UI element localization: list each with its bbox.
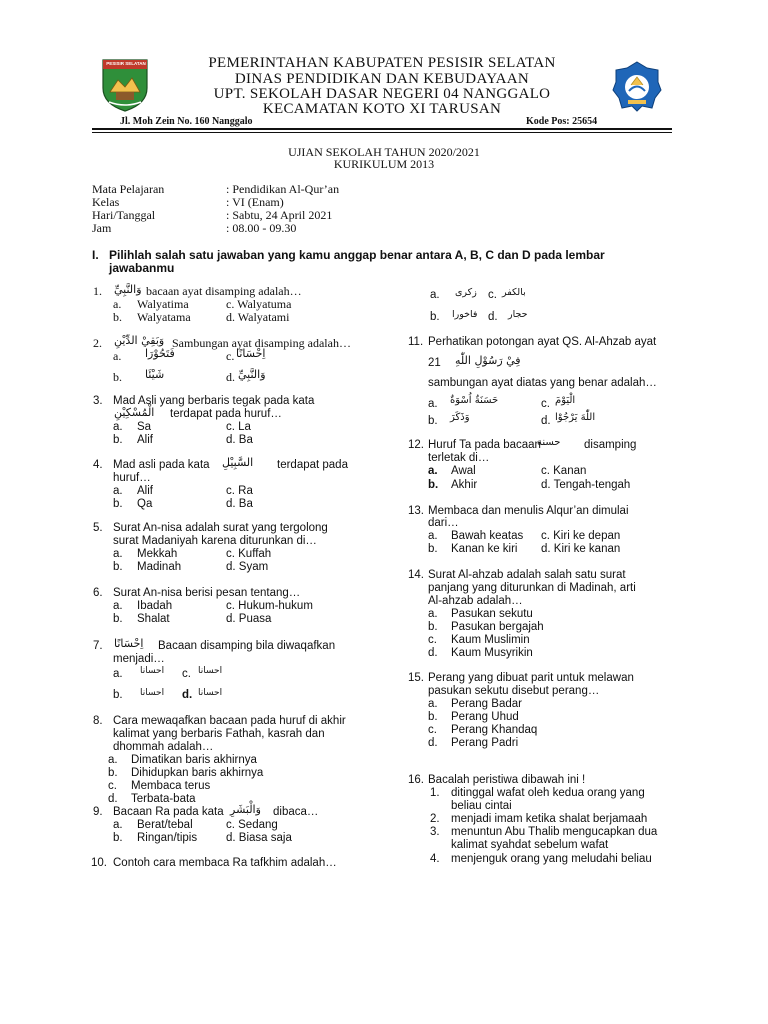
q14-text-3: Al-ahzab adalah… [428, 595, 523, 607]
q8-option-a-letter: a. [108, 754, 118, 766]
q13-text-cont: dari… [428, 517, 459, 529]
q13-option-c: c. Kiri ke depan [541, 530, 621, 542]
instruction-number: I. [92, 248, 99, 262]
q9-text-cont: dibaca… [273, 806, 319, 818]
q6-option-b-letter: b. [113, 613, 123, 625]
q7-option-c-letter: c. [182, 668, 191, 680]
q14-number: 14. [408, 569, 424, 581]
q7-option-d: احسانا [198, 688, 223, 698]
q11-number: 11. [408, 336, 424, 348]
q3-option-d: d. Ba [226, 434, 253, 446]
q3-option-b: Alif [137, 434, 153, 446]
q12-option-c: c. Kanan [541, 465, 587, 477]
q6-option-a: Ibadah [137, 600, 173, 612]
ident-label-date: Hari/Tanggal [92, 208, 156, 222]
q15-text: Perang yang dibuat parit untuk melawan [428, 672, 634, 684]
q15-option-d-letter: d. [428, 737, 438, 749]
q8-option-a: Dimatikan baris akhirnya [131, 754, 257, 766]
q5-option-c: c. Kuffah [226, 548, 272, 560]
q8-option-d-letter: d. [108, 793, 118, 805]
q7-option-a: احسانا [140, 666, 165, 676]
q11-text: Perhatikan potongan ayat QS. Al-Ahzab ayat [428, 336, 657, 348]
q8-option-b: Dihidupkan baris akhirnya [131, 767, 264, 779]
regency-crest-icon [100, 58, 150, 112]
q3-number: 3. [93, 395, 103, 407]
q10-option-c: بالكفر [502, 287, 526, 298]
q8-option-b-letter: b. [108, 767, 118, 779]
q4-option-d: d. Ba [226, 498, 253, 510]
q1-option-a: Walyatima [137, 297, 189, 311]
ident-value-time: : 08.00 - 09.30 [226, 221, 297, 235]
q14-option-c: Kaum Muslimin [451, 634, 530, 646]
q16-item-4: menjenguk orang yang meludahi beliau [451, 853, 652, 865]
exam-curriculum: KURIKULUM 2013 [333, 157, 435, 171]
q1-option-a-letter: a. [113, 297, 122, 311]
q6-option-b: Shalat [137, 613, 170, 625]
q13-text: Membaca dan menulis Alqur’an dimulai [428, 505, 629, 517]
q3-option-c: c. La [226, 421, 251, 433]
q13-number: 13. [408, 505, 424, 517]
q6-text: Surat An-nisa berisi pesan tentang… [113, 587, 301, 599]
q16-item-1: ditinggal wafat oleh kedua orang yang [451, 787, 645, 799]
q12-option-b: Akhir [451, 479, 478, 491]
q14-option-d: Kaum Musyrikin [451, 647, 533, 659]
q11-verse-number: 21 [428, 357, 441, 369]
q2-text: Sambungan ayat disamping adalah… [172, 336, 351, 350]
q1-option-c: c. Walyatuma [226, 297, 292, 311]
q9-text: Bacaan Ra pada kata [113, 806, 224, 818]
q11-option-d: اللّٰهَ يَرْجُوْا [555, 412, 596, 423]
q7-option-a-letter: a. [113, 668, 123, 680]
q5-option-a: Mekkah [137, 548, 178, 560]
q11-option-a: حَسَنَةٌ اُسْوَةٌ [450, 395, 499, 406]
q10-number: 10. [91, 857, 107, 869]
q5-text-cont: surat Madaniyah karena diturunkan di… [113, 535, 317, 547]
instruction-text-cont: jawabanmu [109, 261, 175, 275]
q6-number: 6. [93, 587, 103, 599]
q11-option-c-letter: c. [541, 398, 550, 410]
q11-option-c: الْيَوْمَ [555, 395, 576, 406]
q7-option-b: احسانا [140, 688, 165, 698]
school-address: Jl. Moh Zein No. 160 Nanggalo [120, 116, 253, 127]
q5-option-a-letter: a. [113, 548, 123, 560]
q9-option-d: d. Biasa saja [226, 832, 292, 844]
q3-option-b-letter: b. [113, 434, 123, 446]
q3-option-a: Sa [137, 421, 152, 433]
q3-text-cont: terdapat pada huruf… [170, 408, 282, 420]
ident-label-time: Jam [92, 221, 112, 235]
q11-arabic: فِيْ رَسُوْلِ اللّٰهِ [455, 354, 521, 367]
postal-code: Kode Pos: 25654 [526, 116, 598, 127]
q7-option-c: احسانا [198, 666, 223, 676]
q13-option-b: Kanan ke kiri [451, 543, 518, 555]
q14-option-a-letter: a. [428, 608, 438, 620]
q1-text: bacaan ayat disamping adalah… [146, 284, 302, 298]
q3-text: Mad Asli yang berbaris tegak pada kata [113, 395, 315, 407]
q10-option-b-letter: b. [430, 311, 440, 323]
q2-option-d: وَالنَّبِيِّ [238, 368, 266, 381]
q14-option-b: Pasukan bergajah [451, 621, 544, 633]
q7-number: 7. [93, 640, 103, 652]
q3-arabic: الْمُسْكِيْنِ [114, 406, 155, 419]
q4-option-c: c. Ra [226, 485, 253, 497]
ident-value-date: : Sabtu, 24 April 2021 [226, 208, 333, 222]
q12-option-d: d. Tengah-tengah [541, 479, 631, 491]
q12-option-a: Awal [451, 465, 476, 477]
q10-text: Contoh cara membaca Ra tafkhim adalah… [113, 857, 337, 869]
q16-item-3-number: 3. [430, 826, 440, 838]
q16-item-2-number: 2. [430, 813, 440, 825]
q13-option-b-letter: b. [428, 543, 438, 555]
q12-number: 12. [408, 439, 424, 451]
q10-option-d: حجار [508, 309, 528, 320]
q12-text-mid: disamping [584, 439, 637, 451]
q2-option-c-letter: c. [226, 349, 235, 363]
q6-option-a-letter: a. [113, 600, 123, 612]
q6-option-c: c. Hukum-hukum [226, 600, 313, 612]
tut-wuri-handayani-icon [612, 60, 662, 112]
q9-arabic: وَالْبَشَرِ [230, 803, 261, 816]
header-line-2: DINAS PENDIDIKAN DAN KEBUDAYAAN [234, 71, 530, 87]
q11-option-d-letter: d. [541, 415, 551, 427]
q10-option-a: زكرى [455, 287, 477, 298]
q4-text: Mad asli pada kata [113, 459, 210, 471]
q9-number: 9. [93, 806, 103, 818]
q9-option-c: c. Sedang [226, 819, 278, 831]
q14-text-2: panjang yang diturunkan di Madinah, arti [428, 582, 636, 594]
q1-option-b-letter: b. [113, 310, 122, 324]
q2-option-a: فَتَحُوْرَا [145, 347, 175, 360]
q1-option-b: Walyatama [137, 310, 191, 324]
q8-text: Cara mewaqafkan bacaan pada huruf di akhir [113, 715, 346, 727]
q16-item-3: menuntun Abu Thalib mengucapkan dua [451, 826, 658, 838]
q11-option-b-letter: b. [428, 415, 438, 427]
ident-label-subject: Mata Pelajaran [92, 182, 165, 196]
q14-option-d-letter: d. [428, 647, 438, 659]
q12-arabic: حسنة [537, 437, 561, 448]
q9-option-a: Berat/tebal [137, 819, 193, 831]
q4-option-a-letter: a. [113, 485, 123, 497]
q16-text: Bacalah peristiwa dibawah ini ! [428, 774, 586, 786]
q9-option-b: Ringan/tipis [137, 832, 198, 844]
q7-text: Bacaan disamping bila diwaqafkan [158, 640, 336, 652]
q4-text-mid: terdapat pada [277, 459, 348, 471]
q13-option-d: d. Kiri ke kanan [541, 543, 621, 555]
ident-label-class: Kelas [92, 195, 120, 209]
q2-option-b-letter: b. [113, 370, 122, 384]
q15-option-b-letter: b. [428, 711, 438, 723]
q12-text: Huruf Ta pada bacaan [428, 439, 541, 451]
q14-option-b-letter: b. [428, 621, 438, 633]
q16-item-3-cont: kalimat syahdat sebelum wafat [451, 839, 609, 851]
q3-option-a-letter: a. [113, 421, 123, 433]
q14-option-a: Pasukan sekutu [451, 608, 533, 620]
header-line-3: UPT. SEKOLAH DASAR NEGERI 04 NANGGALO [213, 86, 551, 102]
q16-item-4-number: 4. [430, 853, 440, 865]
q4-text-cont: huruf… [113, 472, 151, 484]
q8-option-c-letter: c. [108, 780, 117, 792]
left-logo [100, 58, 150, 112]
q16-item-1-number: 1. [430, 787, 440, 799]
q16-number: 16. [408, 774, 424, 786]
q9-option-b-letter: b. [113, 832, 123, 844]
q2-option-b: شَيْئَا [145, 368, 165, 381]
q1-number: 1. [93, 284, 102, 298]
ident-value-class: : VI (Enam) [226, 195, 284, 209]
q15-option-a-letter: a. [428, 698, 438, 710]
q11-option-b: وَذَكَرَ [450, 412, 470, 423]
q1-arabic: وَالنَّبِيِّ [114, 283, 142, 296]
exam-title: UJIAN SEKOLAH TAHUN 2020/2021 [288, 145, 480, 159]
q7-arabic: اِحْسَانًا [114, 637, 144, 650]
q5-option-b-letter: b. [113, 561, 123, 573]
q2-option-d-letter: d. [226, 370, 235, 384]
q1-option-d: d. Walyatami [226, 310, 290, 324]
q12-option-a-letter: a. [428, 465, 438, 477]
q6-option-d: d. Puasa [226, 613, 272, 625]
q15-number: 15. [408, 672, 424, 684]
q2-arabic: وَبَقِيْ الدِّيْنِ [114, 334, 165, 347]
q12-option-b-letter: b. [428, 479, 439, 491]
header-rule-thin [92, 132, 672, 133]
q8-text-3: dhommah adalah… [113, 741, 214, 753]
header-rule-thick [92, 128, 672, 130]
q8-option-c: Membaca terus [131, 780, 211, 792]
q13-option-a: Bawah keatas [451, 530, 524, 542]
q5-text: Surat An-nisa adalah surat yang tergolong [113, 522, 328, 534]
q7-option-b-letter: b. [113, 689, 123, 701]
q4-number: 4. [93, 459, 103, 471]
q15-option-d: Perang Padri [451, 737, 519, 749]
q14-option-c-letter: c. [428, 634, 437, 646]
header-line-1: PEMERINTAHAN KABUPATEN PESISIR SELATAN [208, 55, 556, 71]
q7-option-d-letter: d. [182, 689, 193, 701]
right-logo [612, 60, 662, 112]
q8-option-d: Terbata-bata [131, 793, 196, 805]
q12-text-cont: terletak di… [428, 452, 490, 464]
ident-value-subject: : Pendidikan Al-Qur’an [226, 182, 340, 196]
q5-option-d: d. Syam [226, 561, 269, 573]
q15-option-c-letter: c. [428, 724, 437, 736]
q10-option-d-letter: d. [488, 311, 498, 323]
header-line-4: KECAMATAN KOTO XI TARUSAN [262, 101, 502, 117]
q2-option-c: اِحْسَانًا [236, 347, 266, 360]
q16-item-2: menjadi imam ketika shalat berjamaah [451, 813, 648, 825]
q4-option-b-letter: b. [113, 498, 123, 510]
q8-text-2: kalimat yang berbaris Fathah, kasrah dan [113, 728, 325, 740]
q10-option-b: فاخورا [452, 309, 478, 320]
q5-number: 5. [93, 522, 103, 534]
q13-option-a-letter: a. [428, 530, 438, 542]
instruction-text: Pilihlah salah satu jawaban yang kamu anggap benar antara A, B, C dan D pada lembar [109, 248, 605, 262]
q15-text-cont: pasukan sekutu disebut perang… [428, 685, 600, 697]
q8-number: 8. [93, 715, 103, 727]
q10-option-a-letter: a. [430, 289, 440, 301]
q10-option-c-letter: c. [488, 289, 497, 301]
q2-number: 2. [93, 336, 102, 350]
q9-option-a-letter: a. [113, 819, 123, 831]
q4-arabic: السَّبِيْلِ [222, 456, 254, 469]
q15-option-c: Perang Khandaq [451, 724, 538, 736]
q2-option-a-letter: a. [113, 349, 122, 363]
q11-text-cont: sambungan ayat diatas yang benar adalah… [428, 377, 657, 389]
q4-option-a: Alif [137, 485, 153, 497]
q5-option-b: Madinah [137, 561, 182, 573]
q14-text: Surat Al-ahzab adalah salah satu surat [428, 569, 626, 581]
q11-option-a-letter: a. [428, 398, 438, 410]
q15-option-b: Perang Uhud [451, 711, 519, 723]
q7-text-cont: menjadi… [113, 653, 165, 665]
q16-item-1-cont: beliau cintai [451, 800, 512, 812]
q15-option-a: Perang Badar [451, 698, 522, 710]
q4-option-b: Qa [137, 498, 153, 510]
left-logo-banner: PESISIR SELATAN [106, 61, 146, 66]
